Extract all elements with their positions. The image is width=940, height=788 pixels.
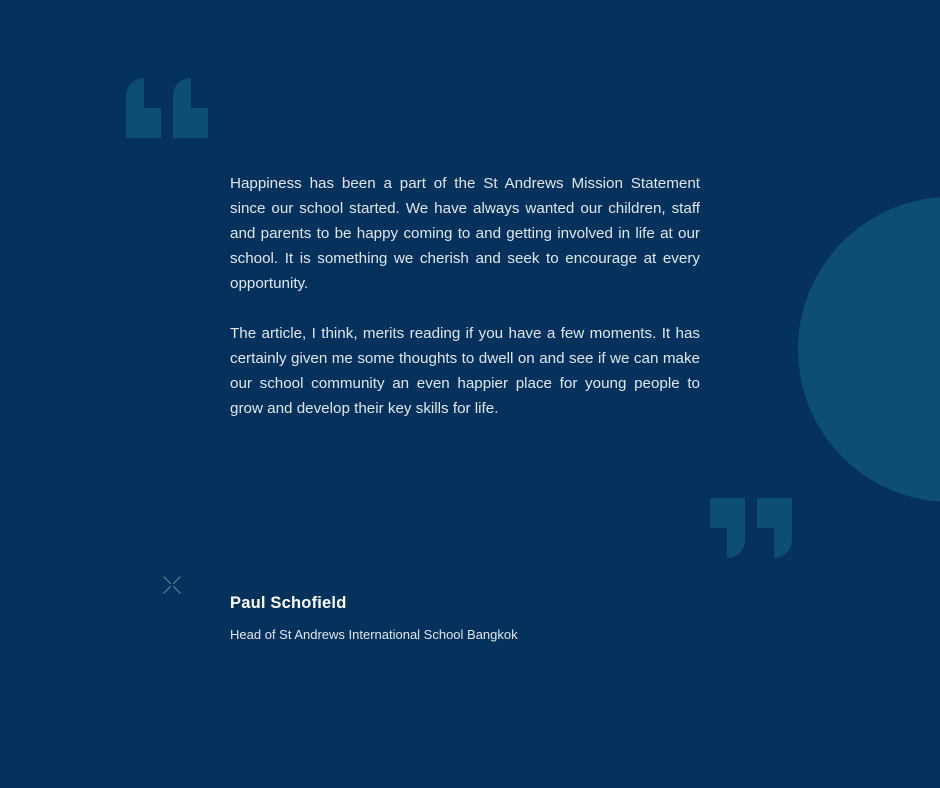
quote-mark-right (173, 78, 208, 138)
quote-close-icon (710, 498, 792, 558)
decorative-circle (798, 197, 940, 502)
quote-open-icon (126, 78, 208, 138)
attribution (230, 592, 700, 644)
quote-mark-left (126, 78, 161, 138)
quote-paragraph: The article, I think, merits reading if you have a few moments. It has certainly given me some thoughts to dwell on and see if we can make our school community an even happier place for young people to grow and develop their key skills for life. (230, 325, 700, 417)
attribution-role: Head of St Andrews International School Bangkok (230, 627, 518, 642)
quote-paragraph: Happiness has been a part of the St Andrews Mission Statement since our school started. We have always wanted our children, staff and parents to be happy coming to and getting involved in life at our school. It is something we cherish and seek to encourage at every opportunity. (230, 175, 700, 292)
close-x-icon[interactable] (160, 573, 184, 597)
attribution-name: Paul Schofield (230, 594, 347, 612)
quote-mark-left (757, 498, 792, 558)
testimonial-quote (230, 171, 700, 421)
quote-mark-right (710, 498, 745, 558)
